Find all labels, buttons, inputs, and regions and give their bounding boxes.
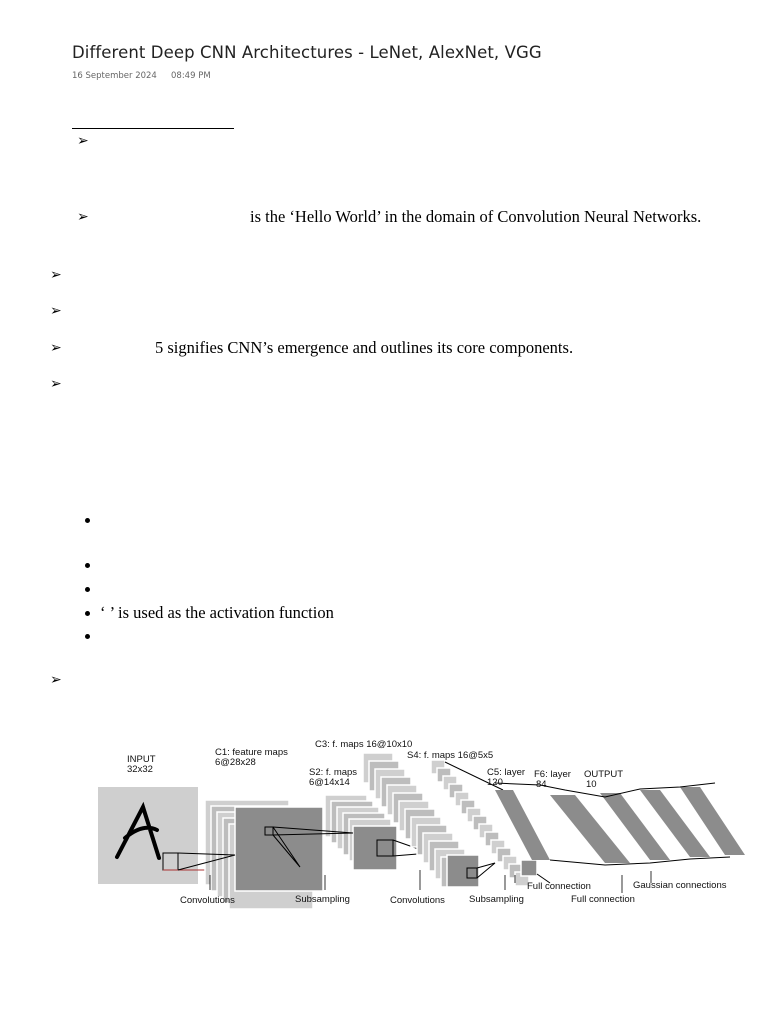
c3-label: C3: f. maps 16@10x10 — [315, 739, 413, 750]
c1-map-front — [235, 807, 323, 891]
input-image — [98, 787, 198, 884]
c1-label: C1: feature maps — [215, 747, 288, 758]
list-bullet — [85, 634, 90, 639]
s4-label: S4: f. maps 16@5x5 — [407, 750, 494, 761]
s2-size-label: 6@14x14 — [309, 777, 350, 788]
connector-line — [550, 857, 730, 865]
lenet-architecture-diagram — [95, 735, 755, 915]
arrow-bullet-icon: ➢ — [50, 376, 62, 392]
arrow-bullet-icon: ➢ — [77, 133, 89, 149]
arrow-bullet-icon: ➢ — [50, 303, 62, 319]
arrow-bullet-icon: ➢ — [77, 209, 89, 225]
op-convolutions-label: Convolutions — [390, 895, 445, 906]
c5-label: C5: layer — [487, 767, 526, 778]
input-label: INPUT — [127, 754, 156, 765]
arrow-bullet-icon: ➢ — [50, 340, 62, 356]
emergence-line: 5 signifies CNN’s emergence and outlines its core components. — [155, 338, 574, 357]
page-time: 08:49 PM — [171, 71, 211, 81]
list-bullet — [85, 563, 90, 568]
c5-size-label: 120 — [487, 777, 503, 788]
op-subsampling-label: Subsampling — [295, 894, 350, 905]
page-title: Different Deep CNN Architectures - LeNet, AlexNet, VGG — [72, 43, 542, 62]
activation-line: ‘ ’ is used as the activation function — [100, 603, 334, 622]
op-full-connection-label: Full connection — [571, 894, 635, 905]
f6-size-label: 84 — [536, 779, 547, 790]
list-bullet — [85, 611, 90, 616]
s2-map-front — [353, 826, 397, 870]
op-full-connection-label: Full connection — [527, 881, 591, 892]
op-gaussian-connections-label: Gaussian connections — [633, 880, 727, 891]
output-label: OUTPUT — [584, 769, 624, 780]
f6-label: F6: layer — [534, 769, 571, 780]
list-bullet — [85, 587, 90, 592]
hello-world-line: is the ‘Hello World’ in the domain of Convolution Neural Networks. — [250, 207, 702, 226]
page-date: 16 September 2024 — [72, 71, 157, 81]
heading-underline — [72, 128, 234, 129]
arrow-bullet-icon: ➢ — [50, 267, 62, 283]
input-size-label: 32x32 — [127, 764, 153, 775]
list-bullet — [85, 518, 90, 523]
c1-size-label: 6@28x28 — [215, 757, 256, 768]
arrow-bullet-icon: ➢ — [50, 672, 62, 688]
op-convolutions-label: Convolutions — [180, 895, 235, 906]
op-subsampling-label: Subsampling — [469, 894, 524, 905]
output-size-label: 10 — [586, 779, 597, 790]
s2-label: S2: f. maps — [309, 767, 358, 778]
